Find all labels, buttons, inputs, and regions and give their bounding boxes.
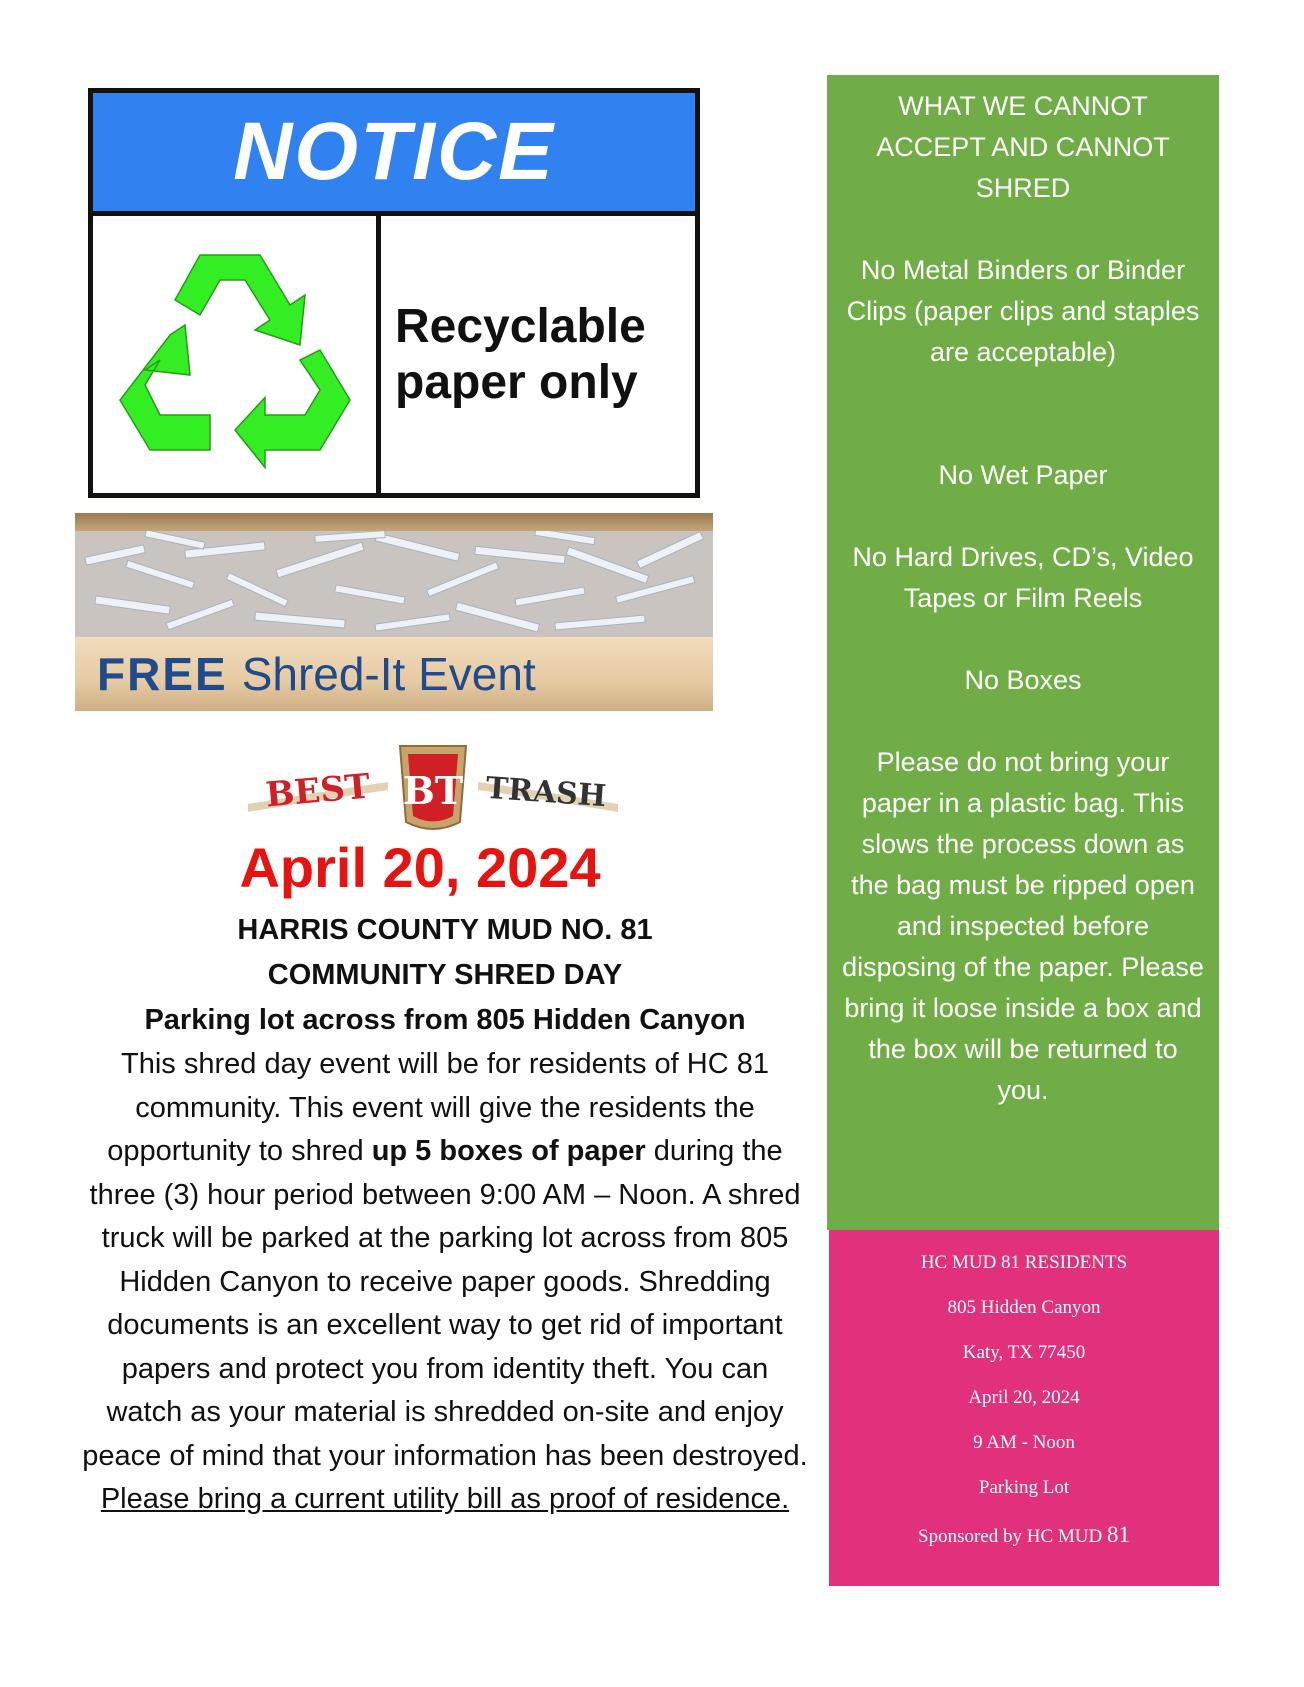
event-body (80, 1043, 810, 1522)
body-text-a: This shred day event will be for residents of HC 81 community. This event will give the residents the opportunity to shred (107, 1048, 769, 1167)
recycle-icon (110, 230, 360, 480)
logo-best: BEST (264, 766, 372, 816)
info-residents: HC MUD 81 RESIDENTS (920, 1252, 1128, 1273)
notice-text (381, 216, 695, 493)
body-bold: up 5 boxes of paper (371, 1135, 646, 1167)
restriction-media: No Hard Drives, CD’s, Video Tapes or Film Reels (852, 542, 1194, 613)
recycle-icon-cell (93, 216, 381, 493)
logo-monogram: BT (402, 768, 464, 813)
body-underline: Please bring a current utility bill as proof of residence. (100, 1483, 790, 1515)
info-sponsor-number: 81 (1106, 1522, 1130, 1547)
heading-shred-day: COMMUNITY SHRED DAY (267, 959, 623, 991)
shredded-paper-image (75, 531, 713, 641)
notice-sign (88, 88, 700, 498)
info-place: Parking Lot (978, 1477, 1070, 1498)
event-date: April 20, 2024 (239, 836, 601, 899)
banner-free: FREE (97, 648, 228, 700)
notice-line-1: Recyclable (395, 299, 646, 353)
info-date: April 20, 2024 (968, 1387, 1080, 1408)
shred-event-banner (75, 513, 713, 711)
restriction-plastic-bag: Please do not bring your paper in a plastic bag. This slows the process down as the bag must be ripped open and inspected before disposing of the paper. Please bring it loose inside a box and the box will be returned to you. (842, 747, 1204, 1105)
restriction-boxes: No Boxes (964, 665, 1082, 695)
info-sponsor-text: Sponsored by HC MUD (918, 1526, 1107, 1547)
restrictions-title: WHAT WE CANNOT ACCEPT AND CANNOT SHRED (876, 91, 1170, 203)
event-info-panel (829, 1230, 1219, 1586)
info-sponsor (829, 1510, 1219, 1560)
event-description (80, 908, 810, 1522)
restriction-binders: No Metal Binders or Binder Clips (paper clips and staples are acceptable) (846, 255, 1200, 367)
heading-location: Parking lot across from 805 Hidden Canyon (144, 1004, 746, 1036)
info-time: 9 AM - Noon (973, 1432, 1075, 1453)
notice-line-2: paper only (395, 355, 638, 409)
banner-title: Shred-It Event (241, 648, 536, 700)
info-address: 805 Hidden Canyon (947, 1297, 1101, 1318)
logo-trash: TRASH (484, 770, 608, 815)
notice-body (93, 216, 695, 493)
heading-mud: HARRIS COUNTY MUD NO. 81 (237, 914, 653, 946)
body-text-b: during the three (3) hour period between 9:00 AM – Noon. A shred truck will be parked at the parking lot across from 805 Hidden Canyon to receive paper goods. Shredding documents is an excellent way to get rid of important papers and protect you from identity theft. You can watch as your material is shredded on-site and enjoy peace of mind that your information has been destroyed. (82, 1135, 808, 1472)
info-city: Katy, TX 77450 (962, 1342, 1086, 1363)
best-trash-logo (248, 742, 618, 837)
restriction-wet-paper: No Wet Paper (938, 460, 1108, 490)
notice-title: NOTICE (93, 93, 695, 216)
restrictions-panel (827, 75, 1219, 1230)
banner-plank (75, 637, 713, 711)
